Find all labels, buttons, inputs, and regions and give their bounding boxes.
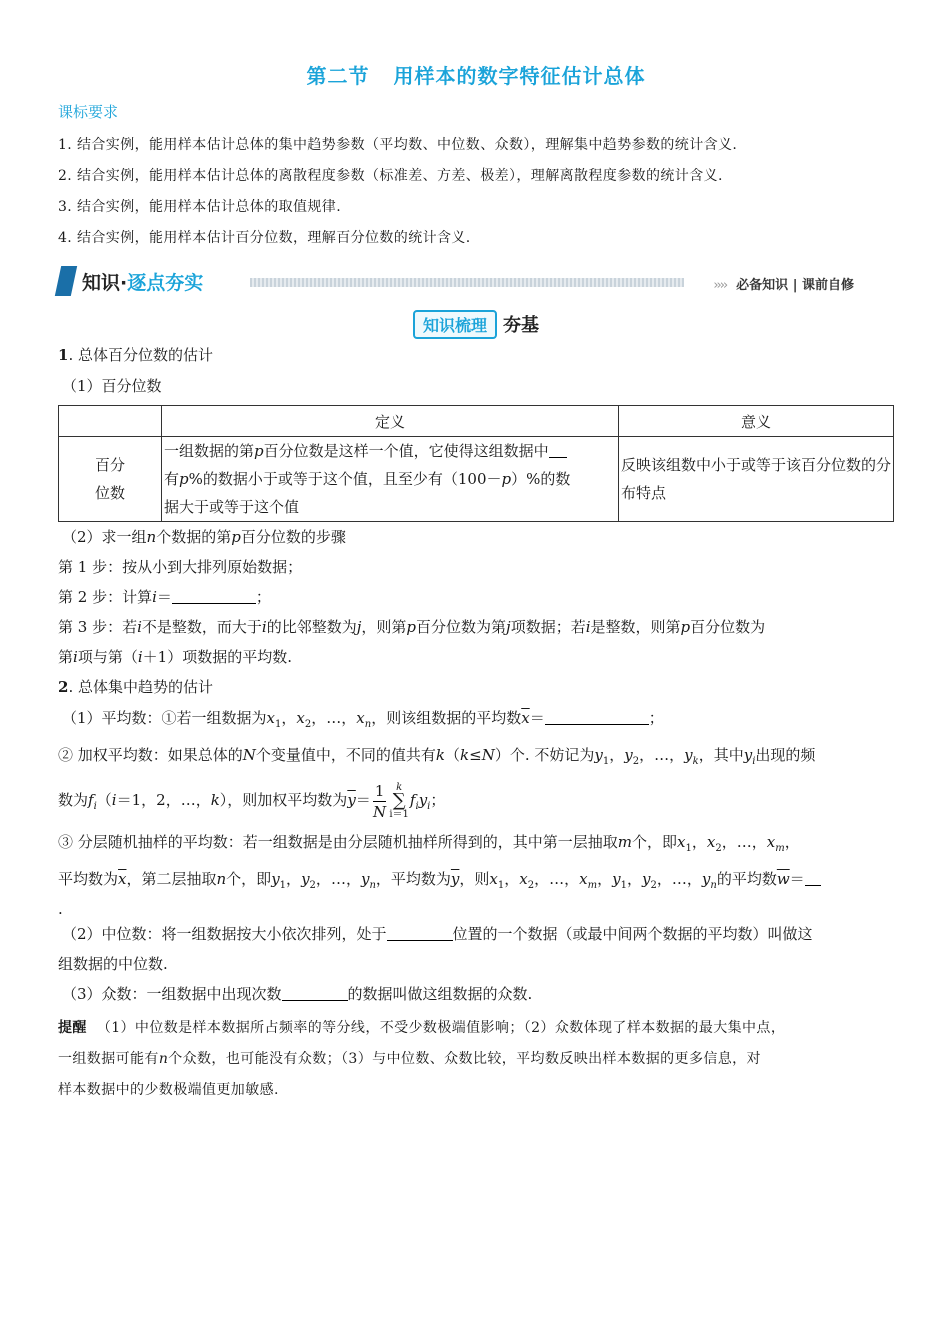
table-row-head: 百分 位数 [59, 437, 162, 522]
subheading-steps: （2）求一组n个数据的第p百分位数的步骤 [62, 528, 346, 546]
weighted-mean: ② 加权平均数：如果总体的N个变量值中，不同的值共有k（k≤N）个. 不妨记为$y_1$，$y_2$，…，$y_k$，其中$y_i$出现的频 [58, 746, 816, 767]
fill-blank [172, 587, 256, 604]
step-3: 第 3 步：若i不是整数，而大于i的比邻整数为j，则第p百分位数为第j项数据；若i是整数，则第p百分位数为 第i项与第（i＋1）项数据的平均数. [58, 618, 766, 666]
fill-blank [545, 708, 649, 725]
section-number: 第二节 [306, 64, 370, 88]
heading-percentile: 1. 总体百分位数的估计 [58, 346, 213, 364]
section-title: 用样本的数字特征估计总体 [393, 64, 646, 88]
section-badge [58, 310, 894, 338]
badge-box: 知识梳理 [413, 310, 497, 339]
step-2: 第 2 步：计算i＝ ； [58, 588, 271, 606]
fill-blank [387, 924, 453, 941]
requirement-item: 2. 结合实例，能用样本估计总体的离散程度参数（标准差、方差、极差），理解离散程度参数的统计含义. [58, 168, 723, 184]
fraction: $\frac{1}{N}$ [373, 781, 387, 821]
summation: k ∑ i＝1 [389, 782, 409, 820]
subheading-percentile: （1）百分位数 [62, 377, 162, 395]
table-header-empty [59, 406, 162, 437]
percentile-table [58, 405, 894, 522]
table-header-definition: 定义 [162, 406, 619, 437]
fill-blank [282, 984, 348, 1001]
banner-title: 知识·逐点夯实 [82, 272, 204, 294]
requirement-item: 4. 结合实例，能用样本估计百分位数，理解百分位数的统计含义. [58, 230, 471, 246]
reminder-label: 提醒 [58, 1020, 87, 1036]
reminder-line: 一组数据可能有n个众数，也可能没有众数；（3）与中位数、众数比较，平均数反映出样本数据的更多信息，对 [58, 1051, 761, 1067]
median-definition: （2）中位数：将一组数据按大小依次排列，处于 位置的一个数据（或最中间两个数据的平均数）叫做这 [62, 925, 813, 943]
chevrons-icon: ›››› [713, 278, 727, 293]
fill-blank [805, 869, 821, 886]
banner-tab [58, 266, 243, 296]
mode-definition: （3）众数：一组数据中出现次数 的数据叫做这组数据的众数. [62, 985, 533, 1003]
stratified-period: . [58, 900, 63, 918]
page-title [58, 60, 894, 89]
heading-central-tendency: 2. 总体集中趋势的估计 [58, 678, 213, 696]
page [58, 60, 894, 1106]
curriculum-label: 课标要求 [58, 103, 119, 121]
banner-stripe [250, 278, 684, 287]
requirement-item: 3. 结合实例，能用样本估计总体的取值规律. [58, 199, 342, 215]
knowledge-banner [58, 264, 894, 304]
stratified-mean-cont: 平均数为$\overline{x}$，第二层抽取n个，即$y_1$，$y_2$，…，$y_n$，平均数为$\overline{y}$，则$x_1$，$x_2$，…，$x_m$，$y_1$，$y_2$，…，$y_n$的平均数$\overline{w}=$ [58, 864, 894, 901]
table-cell-definition: 一组数据的第p百分位数是这样一个值，它使得这组数据中 有p%的数据小于或等于这个值，且至少有（100－p）%的数 据大于或等于这个值 [162, 437, 619, 522]
reminder-block [58, 1013, 894, 1106]
banner-subtitle: ›››› 必备知识 | 课前自修 [713, 278, 854, 293]
weighted-mean-formula: 数为$f_i(i=1$，2，…，k），则加权平均数为$\overline{y}=$ $\frac{1}{N}$ k ∑ i＝1 $f_iy_i$； [58, 781, 446, 821]
banner-tab-accent [55, 266, 77, 296]
step-1: 第 1 步：按从小到大排列原始数据； [58, 558, 303, 576]
reminder-line: 提醒 （1）中位数是样本数据所占频率的等分线，不受少数极端值影响；（2）众数体现了样本数据的最大集中点， [58, 1020, 786, 1036]
stratified-mean: ③ 分层随机抽样的平均数：若一组数据是由分层随机抽样所得到的，其中第一层抽取m个，即$x_1$，$x_2$，…，$x_m$， [58, 833, 800, 854]
reminder-line: 样本数据中的少数极端值更加敏感. [58, 1082, 279, 1098]
badge-tail: 夯基 [503, 315, 539, 336]
requirement-item: 1. 结合实例，能用样本估计总体的集中趋势参数（平均数、中位数、众数），理解集中趋势参数的统计含义. [58, 137, 738, 153]
mean-definition: （1）平均数：①若一组数据为$x_1$，$x_2$，…，$x_n$，则该组数据的平均数$\overline{x}=$ ； [62, 709, 664, 730]
requirements-list [58, 130, 894, 254]
table-header-meaning: 意义 [619, 406, 894, 437]
median-definition-cont: 组数据的中位数. [58, 955, 168, 973]
table-cell-meaning: 反映该组数中小于或等于该百分位数的分布特点 [619, 437, 894, 522]
